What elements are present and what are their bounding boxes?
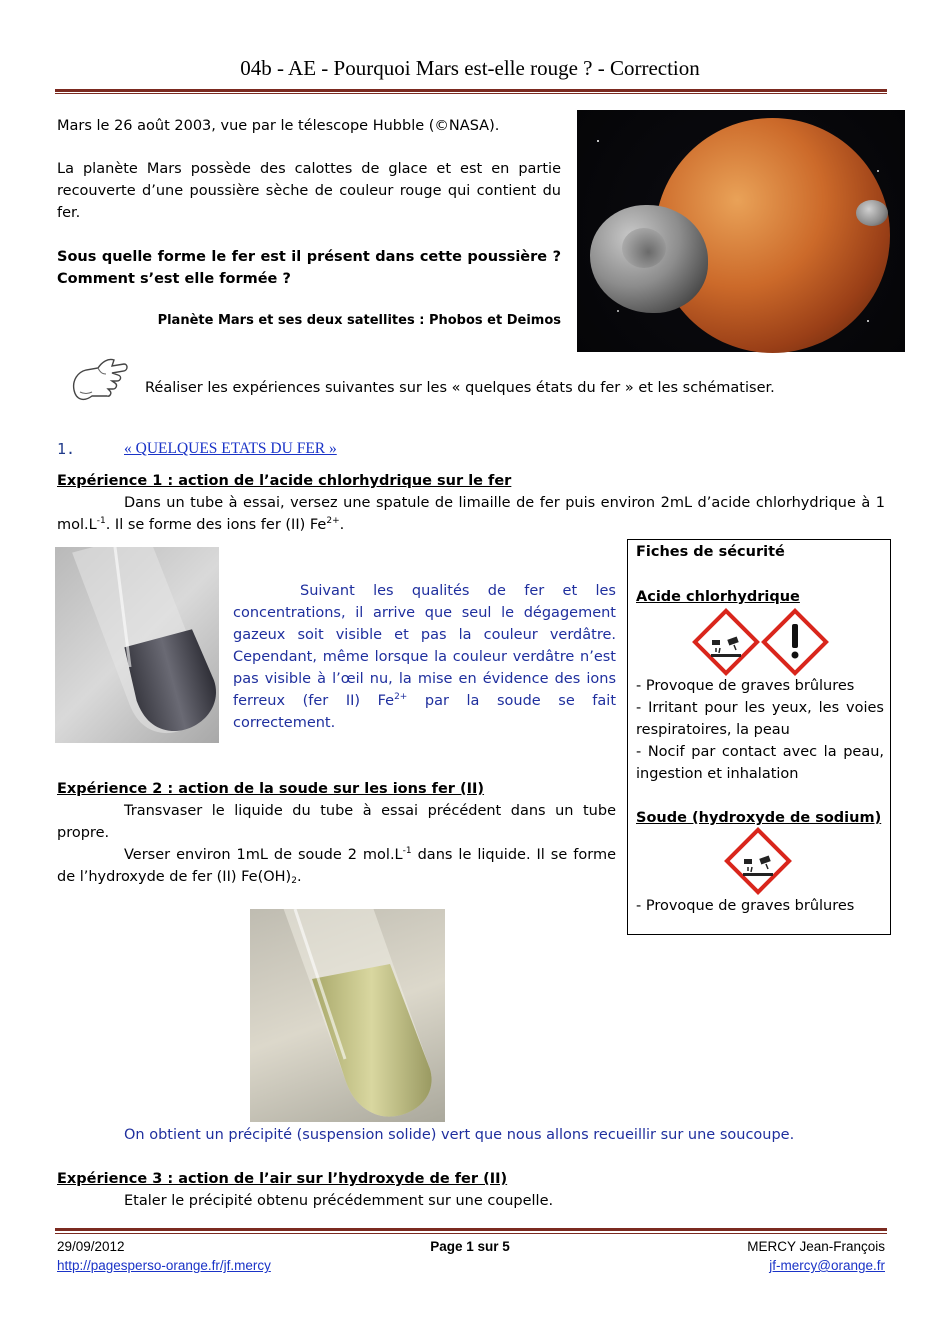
footer-website-link[interactable]: http://pagesperso-orange.fr/jf.mercy [57, 1258, 271, 1273]
intro-caption-line: Mars le 26 août 2003, vue par le télescope Hubble (©NASA). [57, 118, 500, 134]
exp3-title: Expérience 3 : action de l’air sur l’hydroxyde de fer (II) [57, 1171, 508, 1187]
exp3-p1: Etaler le précipité obtenu précédemment sur une coupelle. [124, 1193, 554, 1209]
exp1-note: Suivant les qualités de fer et les concentrations, il arrive que seul le dégagement gazeux soit visible et pas la couleur verdâtre. Cependant, même lorsque la couleur verdâtre n’est pas visible à l’œil nu, la mise en évidence des ions ferreux (fer II) $Fe^{2+}$ par la soude se fait correctement. [233, 583, 617, 731]
footer-rule [55, 1228, 887, 1231]
tube1-photo [55, 547, 219, 743]
exp2-result: On obtient un précipité (suspension solide) vert que nous allons recueillir sur une soucoupe. [124, 1127, 795, 1143]
section-number: 1. [57, 440, 76, 458]
soda-hazard-1: - Provoque de graves brûlures [636, 898, 855, 914]
deimos-moon [856, 200, 888, 226]
acid-hazard-2: - Irritant pour les yeux, les voies respiratoires, la peau [636, 700, 884, 738]
exp2-p1: Transvaser le liquide du tube à essai précédent dans un tube propre. [57, 803, 616, 841]
footer-page: Page 1 sur 5 [430, 1239, 510, 1254]
phobos-crater [622, 228, 666, 268]
section-title: « QUELQUES ETATS DU FER » [124, 440, 337, 457]
pointing-hand-icon [68, 350, 130, 412]
acid-title: Acide chlorhydrique [636, 589, 800, 605]
exp2-title: Expérience 2 : action de la soude sur les ions fer (II) [57, 781, 485, 797]
corrosive-hazard-icon [724, 827, 792, 895]
footer-author: MERCY Jean-François [747, 1239, 885, 1254]
footer-date: 29/09/2012 [57, 1239, 125, 1254]
instruction-text: Réaliser les expériences suivantes sur les « quelques états du fer » et les schématiser. [145, 380, 775, 396]
safety-title: Fiches de sécurité [636, 544, 785, 560]
page-title: 04b - AE - Pourquoi Mars est-elle rouge ? - Correction [240, 56, 700, 80]
intro-question: Sous quelle forme le fer est il présent dans cette poussière ? Comment s’est elle formée ? [57, 249, 561, 287]
tube2-photo [250, 909, 445, 1122]
exp2-p2: Verser environ 1mL de soude 2 $mol.L^{-1}$ dans le liquide. Il se forme de l’hydroxyde de fer (II) $Fe(OH)_2$. [57, 846, 616, 886]
footer-rule-thin [55, 1233, 887, 1234]
header-rule [55, 89, 887, 92]
exp1-title: Expérience 1 : action de l’acide chlorhydrique sur le fer [57, 473, 512, 489]
soda-title: Soude (hydroxyde de sodium) [636, 810, 882, 826]
exclamation-hazard-icon [761, 608, 829, 676]
footer-email-link[interactable]: jf-mercy@orange.fr [769, 1258, 885, 1273]
header-rule-thin [55, 93, 887, 94]
corrosive-hazard-icon [692, 608, 760, 676]
acid-hazard-3: - Nocif par contact avec la peau, ingestion et inhalation [636, 744, 884, 782]
mars-image-caption: Planète Mars et ses deux satellites : Phobos et Deimos [157, 313, 561, 328]
acid-hazard-1: - Provoque de graves brûlures [636, 678, 855, 694]
exp1-text: Dans un tube à essai, versez une spatule de limaille de fer puis environ 2mL d’acide chlorhydrique à 1 $mol.L^{-1}$. Il se forme des ions fer (II) $Fe^{2+}$. [57, 495, 885, 533]
intro-paragraph: La planète Mars possède des calottes de glace et est en partie recouverte d’une poussière sèche de couleur rouge qui contient du fer. [57, 161, 561, 221]
